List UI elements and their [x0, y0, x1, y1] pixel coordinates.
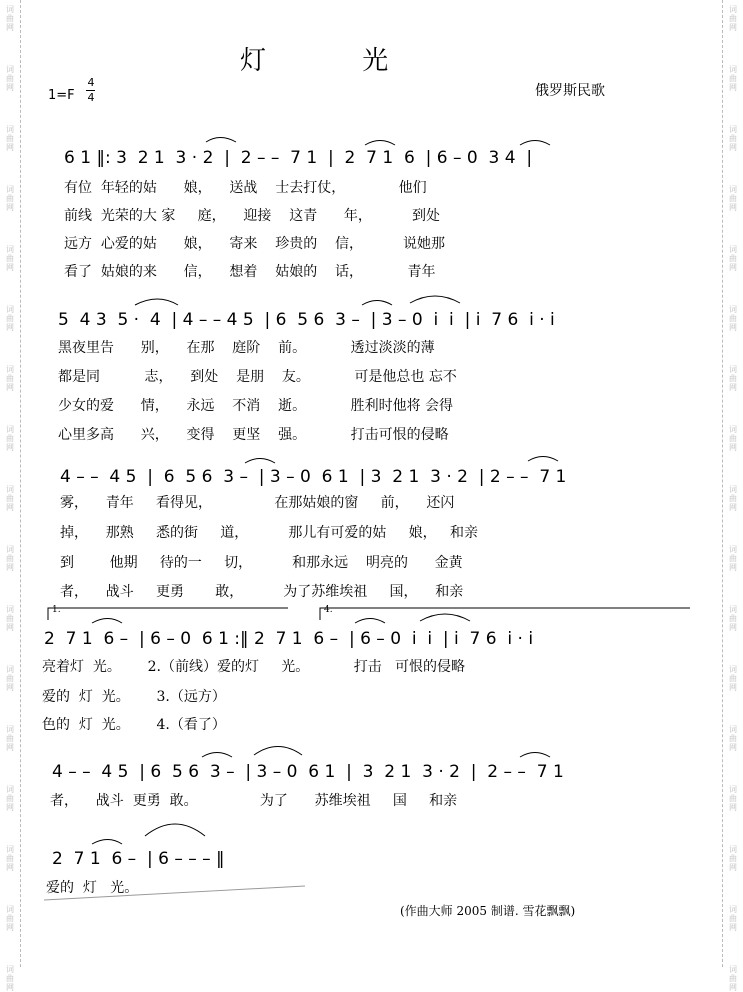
slur: [202, 753, 232, 758]
watermark-text: 词 曲 网: [6, 545, 14, 572]
watermark-text: 词 曲 网: [729, 125, 737, 152]
watermark-text: 词 曲 网: [6, 365, 14, 392]
slur: [355, 619, 385, 624]
slur: [420, 614, 470, 621]
slur: [520, 753, 550, 758]
watermark-text: 词 曲 网: [6, 5, 14, 32]
watermark-text: 词 曲 网: [6, 125, 14, 152]
slur: [245, 459, 275, 464]
watermark-text: 词 曲 网: [729, 605, 737, 632]
slur: [520, 141, 550, 146]
slur: [254, 747, 302, 756]
watermark-text: 词 曲 网: [729, 905, 737, 932]
watermark-text: 词 曲 网: [6, 425, 14, 452]
lyric-line: 者， 战斗 更勇 敢。 为了 苏维埃祖 国 和亲: [50, 793, 458, 809]
credit-note: (作曲大师 2005 制谱. 雪花飘飘): [400, 904, 576, 918]
volta-bracket: [320, 608, 690, 620]
watermark-text: 词 曲 网: [6, 785, 14, 812]
lyric-line: 远方 心爱的姑 娘， 寄来 珍贵的 信， 说她那: [64, 236, 446, 252]
lyric-line: 掉， 那熟 悉的街 道， 那儿有可爱的姑 娘， 和亲: [60, 525, 478, 541]
watermark-text: 词 曲 网: [729, 545, 737, 572]
lyric-line: 者， 战斗 更勇 敢， 为了苏维埃祖 国， 和亲: [60, 584, 464, 600]
watermark-text: 词 曲 网: [729, 65, 737, 92]
lyric-line: 看了 姑娘的来 信， 想着 姑娘的 话， 青年: [64, 264, 436, 280]
lyric-line: 爱的 灯 光。 3.（远方）: [42, 689, 226, 705]
volta-bracket: [48, 608, 288, 620]
lyric-line: 心里多高 兴， 变得 更坚 强。 打击可恨的侵略: [58, 427, 449, 443]
slur: [365, 141, 395, 146]
notation-line: 4 – – 4 5 | 6 5 6 3 – | 3 – 0 6 1 | 3 2 1 3 · 2 | 2 – – 7 1: [52, 762, 564, 782]
key-signature: 1=F: [48, 88, 75, 103]
slur: [528, 457, 558, 462]
lyric-line: 色的 灯 光。 4.（看了）: [42, 717, 226, 733]
lyric-line: 到 他期 待的一 切， 和那永远 明亮的 金黄: [60, 555, 463, 571]
watermark-text: 词 曲 网: [6, 905, 14, 932]
watermark-text: 词 曲 网: [729, 665, 737, 692]
song-title: 灯 光: [240, 46, 433, 76]
notation-line: 5 4 3 5 · 4 | 4 – – 4 5 | 6 5 6 3 – | 3 – 0 i i | i 7 6 i · i: [58, 310, 555, 330]
watermark-text: 词 曲 网: [729, 5, 737, 32]
lyric-line: 爱的 灯 光。: [46, 880, 139, 896]
slur: [362, 301, 392, 306]
watermark-text: 词 曲 网: [6, 185, 14, 212]
watermark-text: 词 曲 网: [6, 485, 14, 512]
lyric-line: 都是同 志， 到处 是朋 友。 可是他总也 忘不: [58, 369, 457, 385]
watermark-text: 词 曲 网: [6, 665, 14, 692]
slur: [135, 299, 178, 305]
watermark-text: 词 曲 网: [729, 365, 737, 392]
watermark-text: 词 曲 网: [729, 425, 737, 452]
notation-line: 4 – – 4 5 | 6 5 6 3 – | 3 – 0 6 1 | 3 2 1 3 · 2 | 2 – – 7 1: [60, 467, 567, 487]
watermark-text: 词 曲 网: [729, 845, 737, 872]
lyric-line: 前线 光荣的大 家 庭， 迎接 这青 年， 到处: [64, 208, 440, 224]
song-origin: 俄罗斯民歌: [535, 83, 605, 99]
watermark-text: 词 曲 网: [6, 845, 14, 872]
watermark-text: 词 曲 网: [729, 785, 737, 812]
slur: [92, 619, 122, 624]
volta-1-label: 1.: [52, 605, 61, 615]
slur: [92, 840, 122, 845]
slur: [206, 138, 236, 143]
watermark-text: 词 曲 网: [6, 965, 14, 992]
watermark-text: 词 曲 网: [729, 725, 737, 752]
lyric-line: 少女的爱 情， 永远 不消 逝。 胜利时他将 会得: [58, 398, 454, 414]
watermark-text: 词 曲 网: [729, 305, 737, 332]
volta-2-label: 4.: [324, 605, 333, 615]
lyric-line: 黑夜里告 别， 在那 庭阶 前。 透过淡淡的薄: [58, 340, 435, 356]
hairline: [44, 886, 305, 900]
notation-line: 2 7 1 6 – | 6 – – – ‖: [52, 849, 225, 869]
watermark-text: 词 曲 网: [729, 965, 737, 992]
watermark-text: 词 曲 网: [6, 605, 14, 632]
meter-bottom: 4: [87, 91, 95, 104]
watermark-text: 词 曲 网: [6, 305, 14, 332]
watermark-text: 词 曲 网: [6, 65, 14, 92]
watermark-text: 词 曲 网: [729, 245, 737, 272]
slur: [145, 824, 205, 836]
watermark-text: 词 曲 网: [6, 725, 14, 752]
meter-top: 4: [87, 76, 95, 89]
watermark-text: 词 曲 网: [729, 185, 737, 212]
notation-line: 6 1 ‖: 3 2 1 3 · 2 | 2 – – 7 1 | 2 7 1 6 | 6 – 0 3 4 |: [64, 148, 533, 168]
watermark-text: 词 曲 网: [6, 245, 14, 272]
notation-line: 2 7 1 6 – | 6 – 0 6 1 :‖ 2 7 1 6 – | 6 – 0 i i | i 7 6 i · i: [44, 629, 534, 649]
lyric-line: 雾， 青年 看得见， 在那姑娘的窗 前， 还闪: [60, 495, 455, 511]
watermark-text: 词 曲 网: [729, 485, 737, 512]
lyric-line: 亮着灯 光。 2.（前线）爱的灯 光。 打击 可恨的侵略: [42, 659, 466, 675]
lyric-line: 有位 年轻的姑 娘， 送战 士去打仗， 他们: [64, 180, 427, 196]
slur: [410, 296, 460, 303]
